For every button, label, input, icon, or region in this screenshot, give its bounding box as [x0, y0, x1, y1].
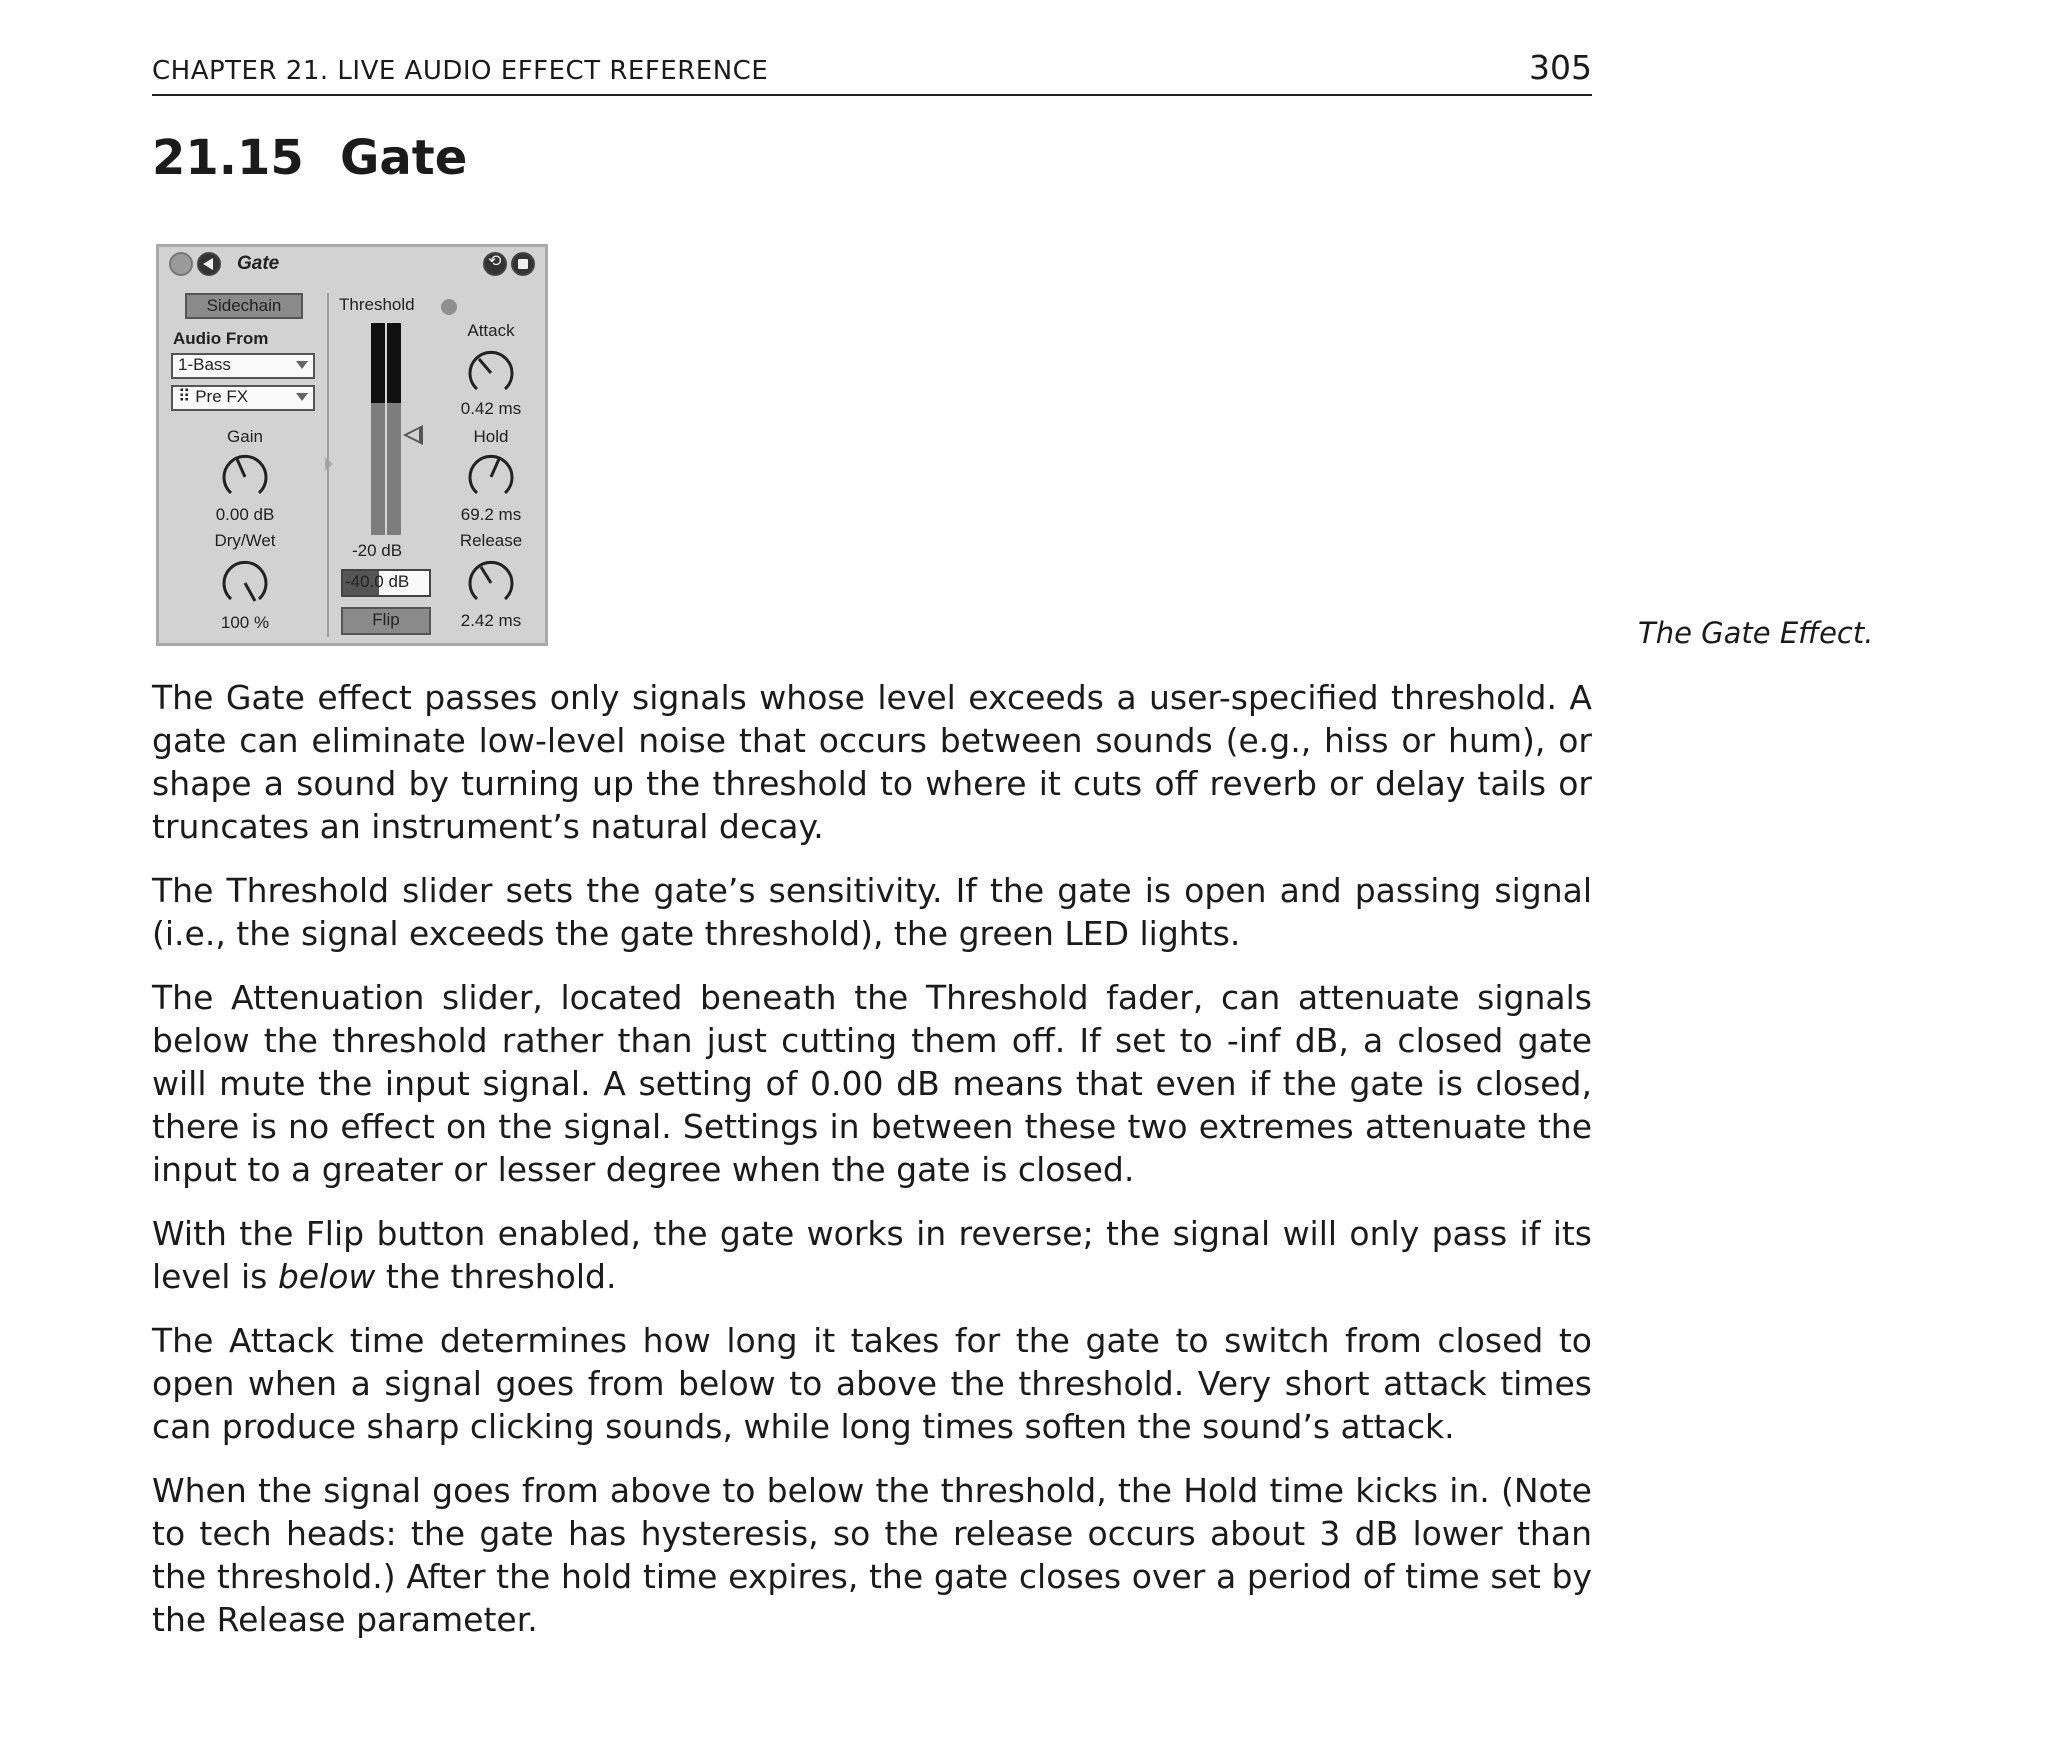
- knob-icon: [465, 557, 517, 609]
- gate-led-icon: [441, 299, 457, 315]
- audio-tap-value: Pre FX: [195, 387, 249, 406]
- release-value: 2.42 ms: [460, 611, 522, 630]
- body-text: [152, 676, 1592, 1662]
- fold-arrow-icon[interactable]: [197, 252, 221, 276]
- flip-button[interactable]: Flip: [341, 607, 431, 635]
- input-meter-right: [387, 323, 401, 535]
- figure-caption: The Gate Effect.: [1638, 616, 1874, 650]
- chevron-down-icon: [296, 361, 308, 369]
- paragraph: The Gate effect passes only signals whose level exceeds a user-specified threshold. A gate can eliminate low-level noise that occurs between sounds (e.g., hiss or hum), or shape a sound by turning up the threshold to where it cuts off reverb or delay tails or truncates an instrument’s natural decay.: [152, 678, 1592, 846]
- paragraph: [152, 1212, 1592, 1298]
- paragraph: The Attenuation slider, located beneath the Threshold fader, can attenuate signals below the threshold rather than just cutting them off. If set to -inf dB, a closed gate will mute the input signal. A setting of 0.00 dB means that even if the gate is closed, there is no effect on the signal. Settings in between these two extremes attenuate the input to a greater or lesser degree when the gate is closed.: [152, 978, 1592, 1189]
- save-preset-icon[interactable]: [511, 252, 535, 276]
- threshold-label: Threshold: [339, 295, 415, 314]
- paragraph: The Threshold slider sets the gate’s sensitivity. If the gate is open and passing signal (i.e., the signal exceeds the gate threshold), the green LED lights.: [152, 871, 1592, 953]
- audio-source-value: 1-Bass: [178, 355, 231, 374]
- chevron-down-icon: [296, 393, 308, 401]
- running-header: [152, 48, 1592, 96]
- tap-dots-icon: ⠿: [178, 387, 196, 406]
- attack-label: Attack: [467, 321, 515, 340]
- device-title: Gate: [237, 253, 280, 274]
- sidechain-button[interactable]: Sidechain: [185, 293, 303, 319]
- hot-swap-icon[interactable]: [483, 252, 507, 276]
- paragraph: When the signal goes from above to below the threshold, the Hold time kicks in. (Note to tech heads: the gate has hysteresis, so the release occurs about 3 dB lower than the threshold.) After the hold time expires, the gate closes over a period of time set by the Release parameter.: [152, 1471, 1592, 1639]
- page-number: 305: [1529, 48, 1592, 87]
- paragraph-text: With the Flip button enabled, the gate works in reverse; the signal will only pass if its level is: [152, 1214, 1592, 1296]
- drywet-label: Dry/Wet: [214, 531, 276, 550]
- audio-tap-select[interactable]: [171, 385, 315, 411]
- gain-knob[interactable]: [219, 451, 271, 503]
- release-knob[interactable]: [465, 557, 517, 609]
- gain-label: Gain: [227, 427, 263, 446]
- section-number: 21.15: [152, 130, 304, 186]
- input-meter-left: [371, 323, 385, 535]
- hold-label: Hold: [473, 427, 509, 446]
- column-divider: [327, 293, 329, 637]
- drywet-knob[interactable]: [219, 557, 271, 609]
- attack-value: 0.42 ms: [460, 399, 522, 418]
- release-label: Release: [459, 531, 523, 550]
- section-heading: [152, 130, 467, 186]
- knob-icon: [219, 451, 271, 503]
- knob-icon: [219, 557, 271, 609]
- attenuation-slider[interactable]: [341, 569, 431, 597]
- chapter-title: CHAPTER 21. LIVE AUDIO EFFECT REFERENCE: [152, 56, 769, 86]
- device-activator-icon[interactable]: [169, 252, 193, 276]
- drywet-value: 100 %: [220, 613, 270, 632]
- paragraph: The Attack time determines how long it takes for the gate to switch from closed to open when a signal goes from below to above the threshold. Very short attack times can produce sharp clicking sounds, while long times soften the sound’s attack.: [152, 1321, 1592, 1446]
- hold-knob[interactable]: [465, 451, 517, 503]
- gain-value: 0.00 dB: [215, 505, 275, 524]
- knob-icon: [465, 451, 517, 503]
- knob-icon: [465, 347, 517, 399]
- audio-source-select[interactable]: [171, 353, 315, 379]
- threshold-value: -20 dB: [351, 541, 403, 560]
- threshold-slider-handle[interactable]: [403, 425, 423, 445]
- attenuation-value: -40.0 dB: [345, 572, 410, 591]
- hold-value: 69.2 ms: [460, 505, 522, 524]
- paragraph-text: the threshold.: [375, 1257, 617, 1296]
- emphasis: below: [277, 1257, 376, 1296]
- audio-from-label: Audio From: [173, 329, 269, 348]
- gate-device-panel: [156, 244, 548, 646]
- device-titlebar: [159, 247, 545, 281]
- section-title: Gate: [340, 130, 468, 186]
- attack-knob[interactable]: [465, 347, 517, 399]
